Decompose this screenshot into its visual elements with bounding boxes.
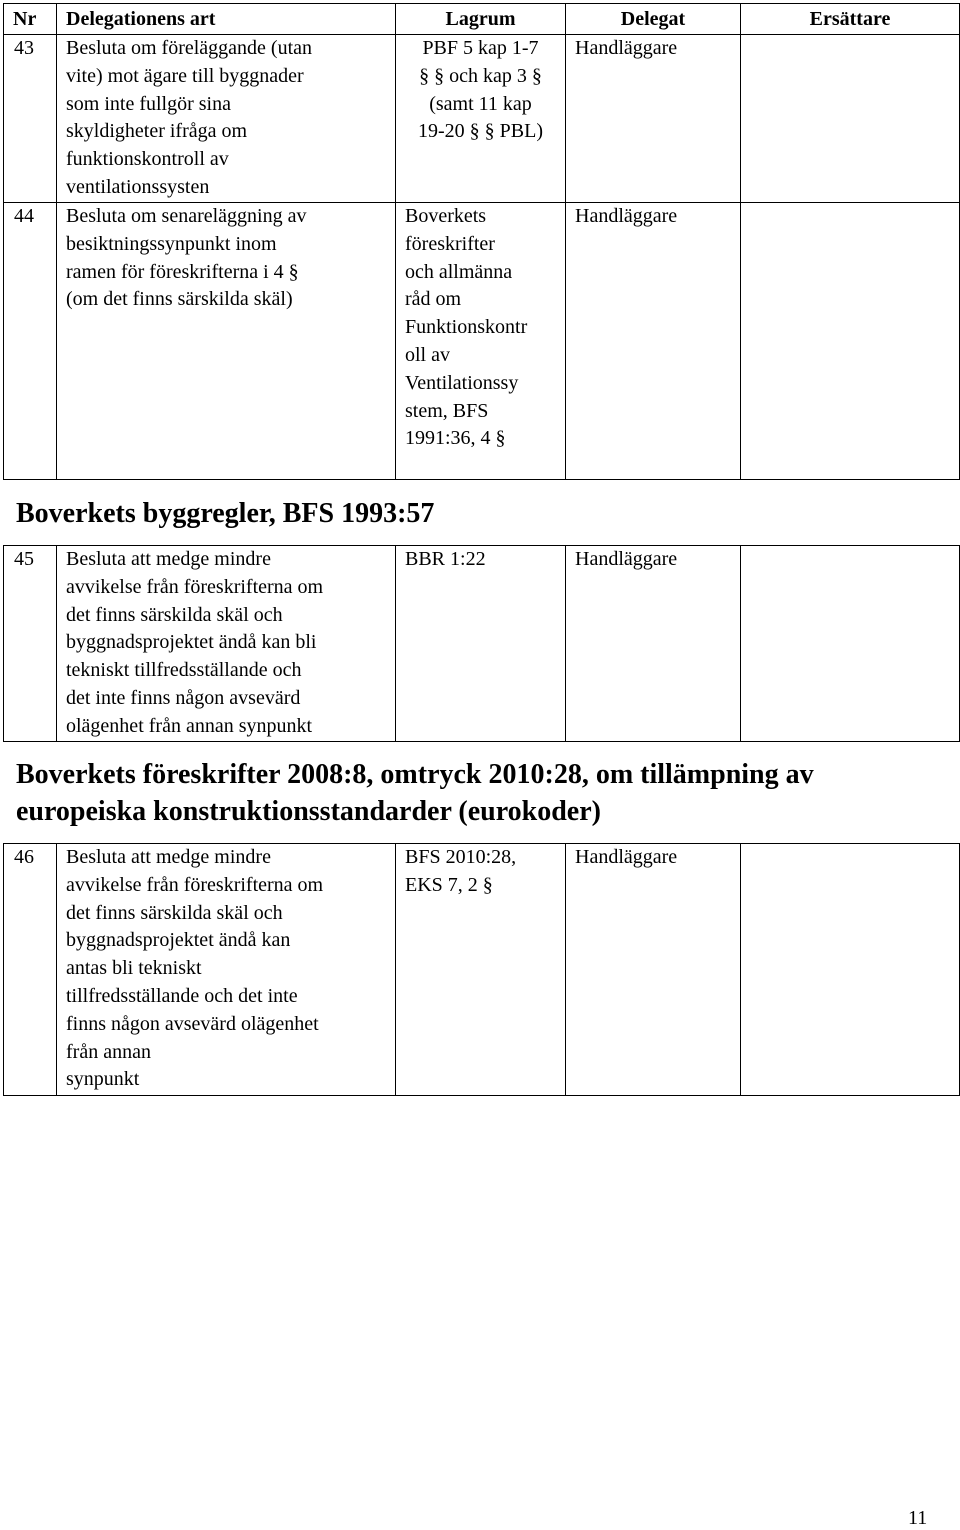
art-line: vite) mot ägare till byggnader <box>66 64 304 87</box>
header-delegat: Delegat <box>566 4 741 35</box>
lagrum-line: föreskrifter <box>405 232 495 255</box>
lagrum-line: BFS 2010:28, <box>405 846 517 868</box>
lagrum-line: PBF 5 kap 1-7 <box>422 37 539 59</box>
table-row <box>4 844 960 1096</box>
header-delegationens-art: Delegationens art <box>57 4 396 35</box>
section-heading-byggregler: Boverkets byggregler, BFS 1993:57 <box>16 498 435 529</box>
art-line: finns någon avsevärd olägenhet <box>66 1012 319 1035</box>
lagrum-line: EKS 7, 2 § <box>405 873 493 896</box>
delegation-table-3 <box>3 843 960 1096</box>
art-line: besiktningssynpunkt inom <box>66 232 277 255</box>
art-line: från annan <box>66 1040 151 1063</box>
section-heading-line: Boverkets föreskrifter 2008:8, omtryck 2010:28, om tillämpning av <box>16 759 814 790</box>
row-lagrum <box>396 203 566 480</box>
row-ersattare <box>741 35 960 203</box>
header-nr: Nr <box>4 4 57 35</box>
row-ersattare <box>741 844 960 1096</box>
row-nr: 44 <box>4 203 57 480</box>
section-heading-eurokoder <box>16 756 814 830</box>
lagrum-line: Ventilationssy <box>405 371 519 394</box>
art-line: olägenhet från annan synpunkt <box>66 714 313 737</box>
art-line: skyldigheter ifråga om <box>66 120 248 143</box>
section-heading-line: europeiska konstruktionsstandarder (eurokoder) <box>16 796 601 827</box>
row-art <box>57 546 396 742</box>
row-art <box>57 844 396 1096</box>
lagrum-line: stem, BFS <box>405 399 489 422</box>
row-delegat: Handläggare <box>566 203 741 480</box>
art-line: det finns särskilda skäl och <box>66 901 283 924</box>
row-lagrum <box>396 844 566 1096</box>
header-lagrum: Lagrum <box>396 4 566 35</box>
art-line: synpunkt <box>66 1068 140 1091</box>
row-art <box>57 35 396 203</box>
row-delegat: Handläggare <box>566 546 741 742</box>
lagrum-line: Boverkets <box>405 205 487 227</box>
lagrum-line: BBR 1:22 <box>405 548 486 570</box>
table-header-row <box>4 4 960 35</box>
art-line: funktionskontroll av <box>66 148 229 171</box>
art-line: ramen för föreskrifterna i 4 § <box>66 260 299 283</box>
row-nr: 46 <box>4 844 57 1096</box>
row-delegat: Handläggare <box>566 35 741 203</box>
art-line: som inte fullgör sina <box>66 92 231 115</box>
row-nr: 45 <box>4 546 57 742</box>
art-line: Besluta att medge mindre <box>66 846 271 868</box>
lagrum-line: oll av <box>405 343 450 366</box>
table-row <box>4 546 960 742</box>
art-line: antas bli tekniskt <box>66 957 202 980</box>
lagrum-line: 19-20 § § PBL) <box>418 120 543 143</box>
row-ersattare <box>741 546 960 742</box>
header-ersattare: Ersättare <box>741 4 960 35</box>
art-line: Besluta om senareläggning av <box>66 205 307 227</box>
row-lagrum <box>396 35 566 203</box>
table-row <box>4 203 960 480</box>
delegation-table-2 <box>3 545 960 742</box>
delegation-table-1 <box>3 3 960 480</box>
art-line: tillfredsställande och det inte <box>66 984 298 1007</box>
art-line: byggnadsprojektet ändå kan bli <box>66 631 317 654</box>
row-art <box>57 203 396 480</box>
page-number: 11 <box>908 1507 928 1529</box>
art-line: Besluta att medge mindre <box>66 548 271 570</box>
art-line: det finns särskilda skäl och <box>66 603 283 626</box>
art-line: (om det finns särskilda skäl) <box>66 288 293 311</box>
row-lagrum <box>396 546 566 742</box>
row-ersattare <box>741 203 960 480</box>
row-nr: 43 <box>4 35 57 203</box>
lagrum-line: (samt 11 kap <box>429 92 532 115</box>
lagrum-line: råd om <box>405 288 462 311</box>
lagrum-line: Funktionskontr <box>405 316 528 339</box>
art-line: tekniskt tillfredsställande och <box>66 659 302 682</box>
table-row <box>4 35 960 203</box>
lagrum-line: § § och kap 3 § <box>419 64 542 87</box>
art-line: Besluta om föreläggande (utan <box>66 37 313 59</box>
art-line: avvikelse från föreskrifterna om <box>66 575 324 598</box>
art-line: ventilationssysten <box>66 175 210 198</box>
art-line: avvikelse från föreskrifterna om <box>66 873 324 896</box>
lagrum-line: och allmänna <box>405 260 513 283</box>
art-line: byggnadsprojektet ändå kan <box>66 929 291 952</box>
row-delegat: Handläggare <box>566 844 741 1096</box>
art-line: det inte finns någon avsevärd <box>66 686 301 709</box>
lagrum-line: 1991:36, 4 § <box>405 427 506 450</box>
